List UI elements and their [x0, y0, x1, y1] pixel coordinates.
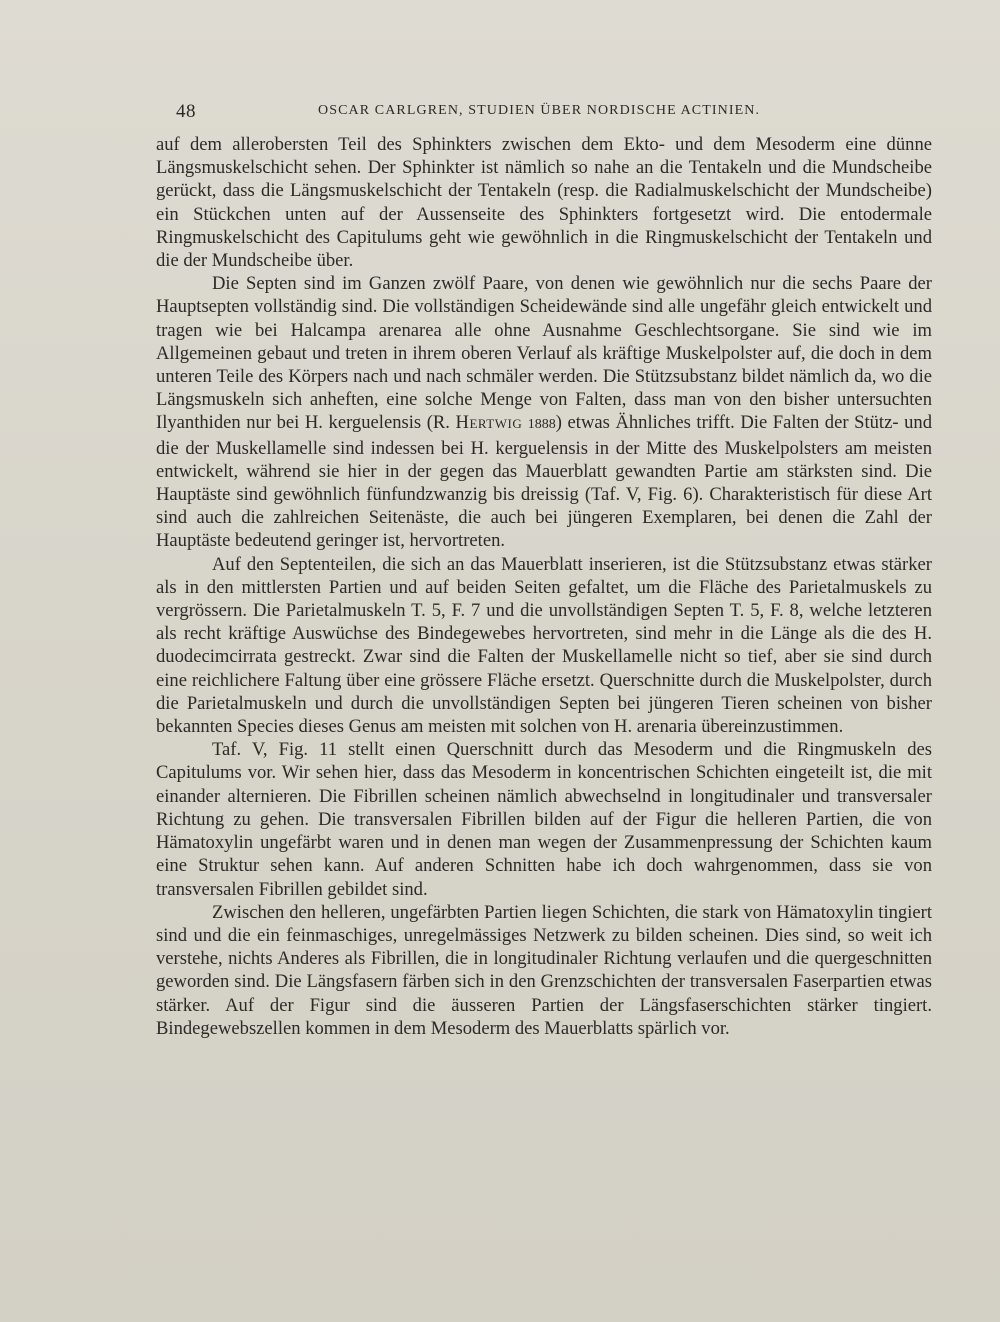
paragraph-1: auf dem allerobersten Teil des Sphinkters zwischen dem Ekto- und dem Mesoderm eine dünne Längsmuskelschicht sehen. Der Sphinkter ist nämlich so nahe an die Tentakeln und die Mundscheibe gerückt, dass die Längsmuskelschicht der Tentakeln (resp. die Radialmuskelschicht der Mundscheibe) ein Stückchen unten auf der Aussenseite des Sphinkters fortgesetzt wird. Die entodermale Ringmuskelschicht des Capitulums geht wie gewöhnlich in die Ringmuskelschicht der Tentakeln und die der Mundscheibe über.: [156, 134, 932, 272]
paragraph-3: Auf den Septenteilen, die sich an das Mauerblatt inserieren, ist die Stützsubstanz etwas stärker als in den mittlersten Partien und auf beiden Seiten gefaltet, um die Fläche des Parietalmuskels zu vergrössern. Die Parietalmuskeln T. 5, F. 7 und die unvollständigen Septen T. 5, F. 8, welche letzteren als recht kräftige Auswüchse des Bindegewebes hervortreten, sind mehr in die Länge als die des H. duodecimcirrata gestreckt. Zwar sind die Falten der Muskellamelle nicht so tief, aber sie sind durch eine reichlichere Faltung über eine grössere Fläche ersetzt. Querschnitte durch die Muskelpolster, durch die Parietalmuskeln und durch die unvollständigen Septen bei jüngeren Tieren scheinen von bisher bekannten Species dieses Genus am meisten mit solchen von H. arenaria übereinzustimmen.: [156, 553, 932, 738]
paragraph-5: Zwischen den helleren, ungefärbten Partien liegen Schichten, die stark von Hämatoxylin tingiert sind und die ein feinmaschiges, unregelmässiges Netzwerk zu bilden scheinen. Dies sind, so weit ich verstehe, nichts Anderes als Fibrillen, die in longitudinaler Richtung verlaufen und die quergeschnitten geworden sind. Die Längsfasern färben sich in den Grenzschichten der transversalen Faserpartien etwas stärker. Auf der Figur sind die äusseren Partien der Längsfaserschichten stärker tingiert. Bindegewebszellen kommen in dem Mesoderm des Mauerblatts spärlich vor.: [156, 901, 932, 1039]
running-title: OSCAR CARLGREN, STUDIEN ÜBER NORDISCHE ACTINIEN.: [318, 103, 761, 118]
body-text: [156, 133, 932, 1040]
page-header: [176, 101, 932, 125]
paragraph-2-text-after: ) etwas Ähnliches trifft. Die Falten der Stütz- und die der Muskellamelle sind indessen bei H. kerguelensis in der Mitte des Muskelpolsters am meisten entwickelt, während sie hier in der gegen das Mauerblatt gewandten Partie am stärksten sind. Die Hauptäste sind gewöhnlich fünfundzwanzig bis dreissig (Taf. V, Fig. 6). Charakteristisch für diese Art sind auch die zahlreichen Seitenäste, die auch bei jüngeren Exemplaren, bei denen die Zahl der Hauptäste bedeutend geringer ist, hervortreten.: [156, 412, 932, 552]
citation-author: Hertwig: [455, 412, 523, 434]
citation-year: 1888: [527, 417, 556, 433]
page-number: 48: [176, 101, 196, 122]
paragraph-2-text-before: Die Septen sind im Ganzen zwölf Paare, von denen wie gewöhnlich nur die sechs Paare der Hauptsepten vollständig sind. Die vollständigen Scheidewände sind alle ungefähr gleich entwickelt und tragen wie bei Halcampa arenarea alle ohne Ausnahme Geschlechtsorgane. Sie sind wie im Allgemeinen gebaut und treten in ihrem oberen Verlauf als kräftige Muskelpolster auf, die doch in dem unteren Teile des Körpers nach und nach schmäler werden. Die Stützsubstanz bildet nämlich da, wo die Längsmuskeln sich anheften, eine solche Menge von Falten, dass man von den bisher untersuchten Ilyanthiden nur bei H. kerguelensis (R.: [156, 273, 932, 434]
paragraph-4: Taf. V, Fig. 11 stellt einen Querschnitt durch das Mesoderm und die Ringmuskeln des Capitulums vor. Wir sehen hier, dass das Mesoderm in koncentrischen Schichten eingeteilt ist, die mit einander alternieren. Die Fibrillen scheinen nämlich abwechselnd in longitudinaler und transversaler Richtung zu gehen. Die transversalen Fibrillen bilden auf der Figur die helleren Partien, die von Hämatoxylin ungefärbt waren und in denen man wegen der Zusammenpressung der Schichten kaum eine Struktur sehen kann. Auf anderen Schnitten habe ich doch wahrgenommen, dass sie von transversalen Fibrillen gebildet sind.: [156, 739, 932, 900]
paragraph-2: [156, 272, 932, 552]
